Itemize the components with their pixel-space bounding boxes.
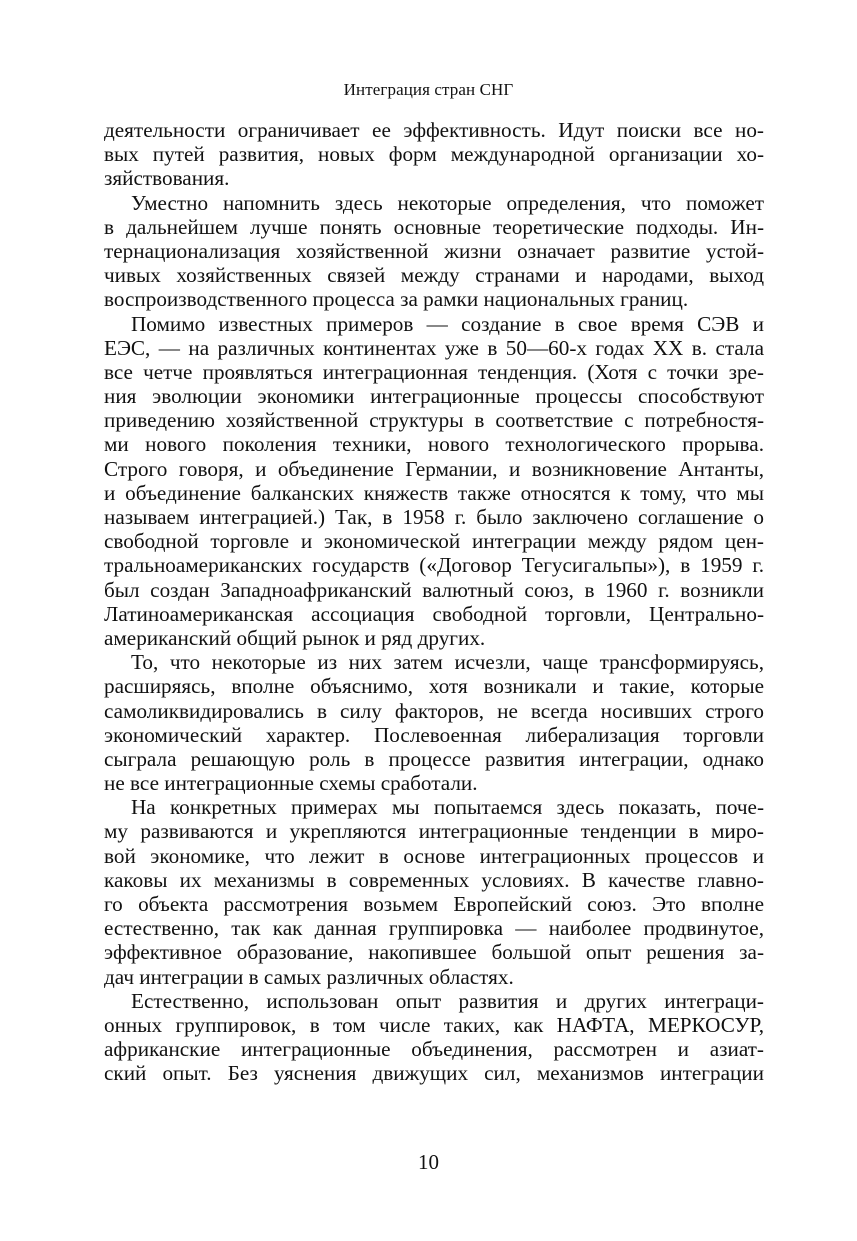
text-line: ми нового поколения техники, нового технологического прорыва. (104, 432, 764, 457)
text-line: чивых хозяйственных связей между странами и народами, выход (104, 263, 764, 288)
text-line: свободной торговле и экономической интеграции между рядом цен- (104, 529, 764, 554)
text-line: африканские интеграционные объединения, рассмотрен и азиат- (104, 1037, 764, 1062)
text-line: и объединение балканских княжеств также относятся к тому, что мы (104, 480, 764, 505)
text-line: американский общий рынок и ряд других. (104, 625, 486, 650)
text-line: все четче проявляться интеграционная тенденция. (Хотя с точки зре- (104, 359, 764, 384)
text-line: му развиваются и укрепляются интеграционные тенденции в миро- (104, 819, 764, 844)
text-line: эффективное образование, накопившее большой опыт решения за- (104, 940, 764, 965)
text-line: зяйствования. (104, 166, 230, 191)
page-number: 10 (418, 1150, 439, 1174)
text-line: называем интеграцией.) Так, в 1958 г. было заключено соглашение о (104, 505, 764, 529)
text-line: ский опыт. Без уяснения движущих сил, механизмов интеграции (104, 1061, 764, 1086)
text-line: естественно, так как данная группировка — наиболее продвинутое, (104, 916, 764, 941)
text-line: дач интеграции в самых различных областях. (104, 964, 514, 989)
running-head: Интеграция стран СНГ (343, 80, 514, 99)
text-line: Уместно напомнить здесь некоторые определения, что поможет (131, 190, 764, 215)
text-line: го объекта рассмотрения возьмем Европейский союз. Это вполне (104, 892, 764, 916)
text-line: расширяясь, вполне объяснимо, хотя возникали и такие, которые (104, 674, 764, 699)
text-line: Латиноамериканская ассоциация свободной торговли, Центрально- (104, 601, 764, 626)
text-line: Естественно, использован опыт развития и других интеграци- (131, 988, 764, 1013)
text-line: вых путей развития, новых форм международной организации хо- (104, 142, 764, 167)
text-line: На конкретных примерах мы попытаемся здесь показать, почe- (131, 795, 764, 820)
text-line: экономический характер. Послевоенная либерализация торговли (104, 722, 764, 747)
text-line: тернационализация хозяйственной жизни означает развитие устой- (104, 238, 764, 263)
text-line: Помимо известных примеров — создание в свое время СЭВ и (131, 311, 764, 336)
text-line: вой экономике, что лежит в основе интеграционных процессов и (104, 843, 764, 868)
text-line: ния эволюции экономики интеграционные процессы способствуют (104, 384, 764, 409)
text-line: сыграла решающую роль в процессе развития интеграции, однако (104, 746, 764, 771)
text-line: не все интеграционные схемы сработали. (104, 771, 478, 796)
text-line: Строго говоря, и объединение Германии, и возникновение Антанты, (104, 456, 764, 481)
text-line: ЕЭС, — на различных континентах уже в 50—60-х годах XX в. стала (104, 335, 764, 360)
text-line: тральноамериканских государств («Договор Тегусигальпы»), в 1959 г. (104, 553, 764, 578)
text-line: приведению хозяйственной структуры в соответствие с потребностя- (104, 408, 764, 433)
text-line: каковы их механизмы в современных условиях. В качестве главно- (104, 867, 764, 892)
text-line: самоликвидировались в силу факторов, не всегда носивших строго (104, 698, 764, 723)
body-text (104, 118, 764, 1086)
text-line: в дальнейшем лучше понять основные теоретические подходы. Ин- (104, 214, 764, 239)
text-line: был создан Западноафриканский валютный союз, в 1960 г. возникли (104, 577, 764, 602)
text-line: онных группировок, в том числе таких, как НАФТА, МЕРКОСУР, (104, 1012, 764, 1037)
text-line: деятельности ограничивает ее эффективность. Идут поиски все но- (104, 118, 764, 142)
text-line: воспроизводственного процесса за рамки национальных границ. (104, 287, 689, 312)
text-line: То, что некоторые из них затем исчезли, чаще трансформируясь, (131, 650, 764, 675)
